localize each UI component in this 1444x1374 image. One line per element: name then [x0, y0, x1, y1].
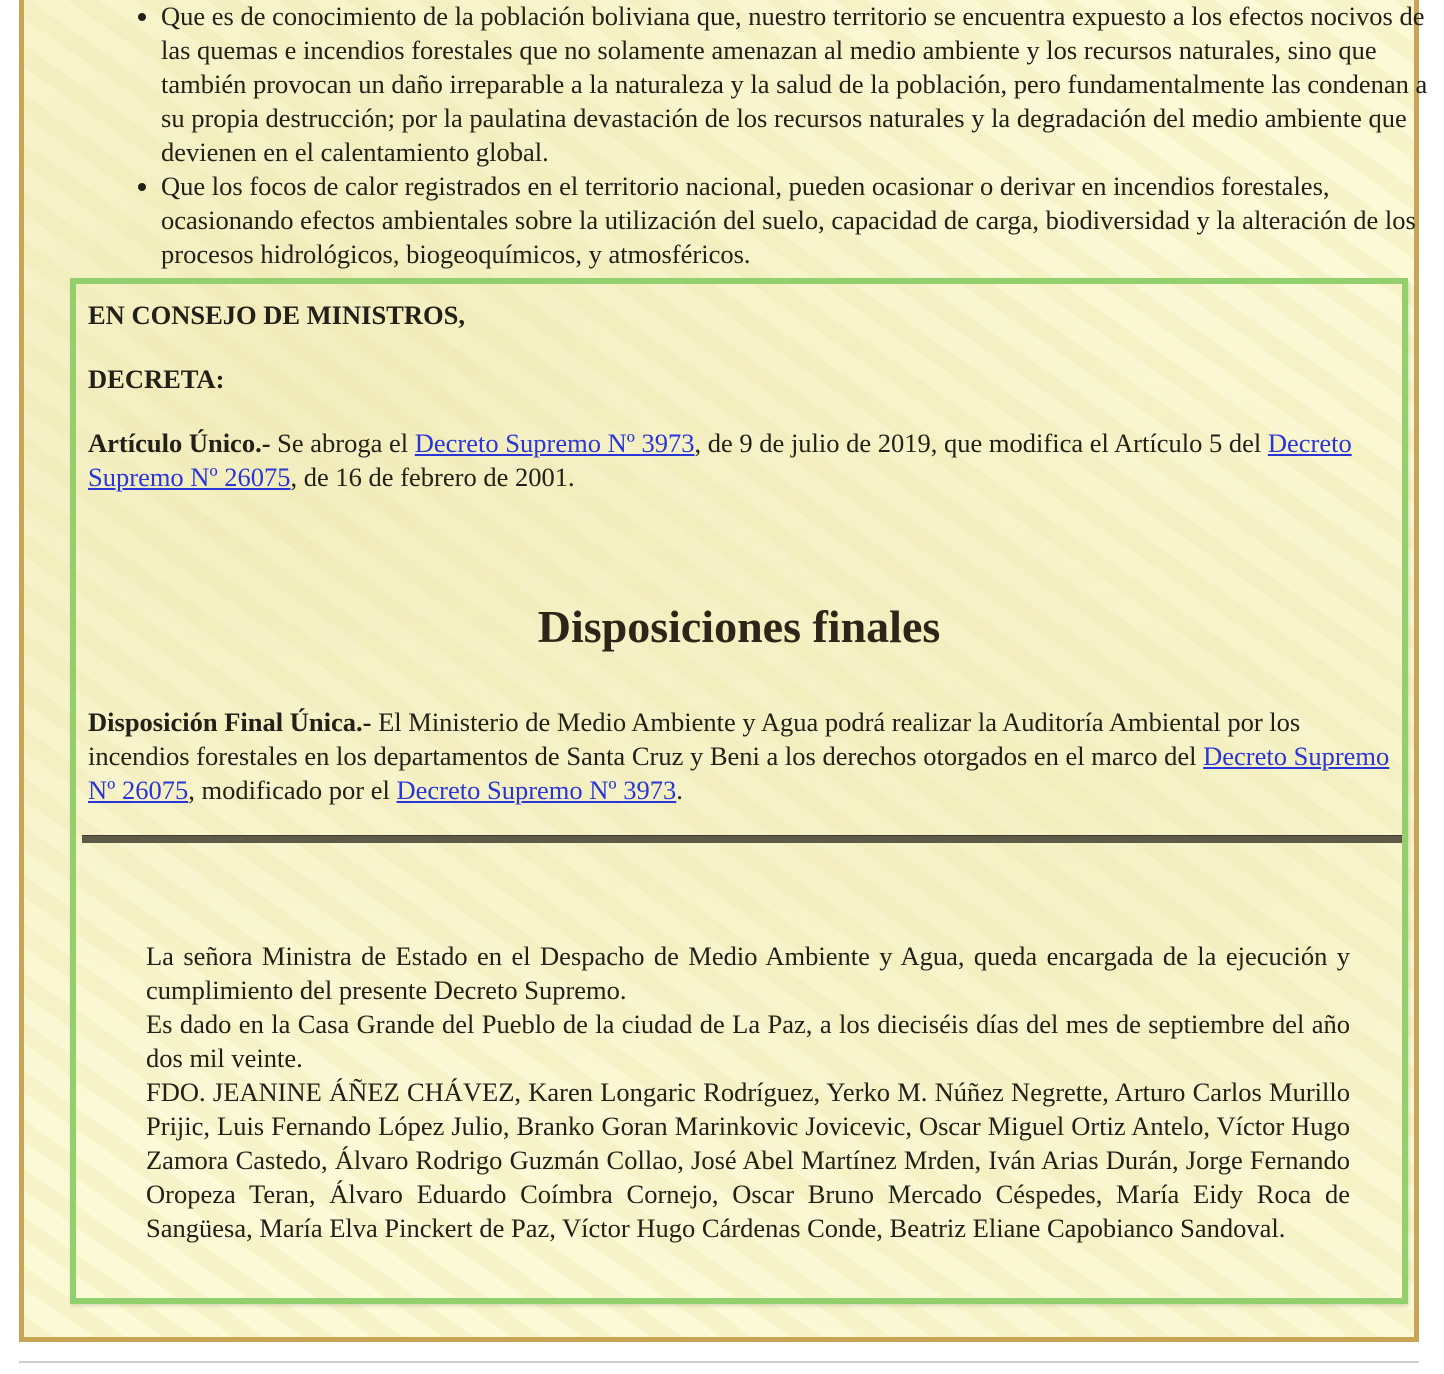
decree-box [70, 278, 1408, 1304]
decreto-3973-link[interactable]: Decreto Supremo Nº 3973 [396, 775, 677, 805]
document-frame [19, 0, 1428, 1342]
encargada-paragraph: La señora Ministra de Estado en el Despacho de Medio Ambiente y Agua, queda encargada de la ejecución y cumplimiento del presente Decreto Supremo. [146, 941, 1350, 1005]
section-divider [82, 835, 1402, 843]
decreto-26075-link[interactable]: Decreto Supremo Nº 26075 [88, 741, 1390, 805]
decreto-26075-link[interactable]: Decreto Supremo Nº 26075 [88, 428, 1352, 492]
decreta-heading: DECRETA: [88, 364, 225, 394]
decreto-3973-link[interactable]: Decreto Supremo Nº 3973 [414, 428, 695, 458]
disposicion-text: . [676, 775, 683, 805]
disposicion-text: , modificado por el [188, 775, 397, 805]
considerandos-list [119, 0, 1444, 271]
disposicion-final [88, 705, 1396, 807]
disposicion-label: Disposición Final Única.- [88, 707, 372, 737]
articulo-text: , de 16 de febrero de 2001. [290, 462, 575, 492]
considerando-item: • Que los focos de calor registrados en el territorio nacional, pueden ocasionar o derivar en incendios forestales, ocasionando efectos ambientales sobre la utilización del suelo, capacidad de carga, biodiversidad y la alteración de los procesos hidrológicos, biogeoquímicos, y atmosféricos. [161, 169, 1444, 271]
disposiciones-heading: Disposiciones finales [537, 601, 941, 652]
articulo-label: Artículo Único.- [88, 428, 271, 458]
consejo-heading: EN CONSEJO DE MINISTROS, [88, 300, 465, 330]
articulo-unico [88, 426, 1396, 494]
articulo-text: , de 9 de julio de 2019, que modifica el Artículo 5 del [694, 428, 1268, 458]
articulo-text: Se abroga el [270, 428, 415, 458]
considerando-item: • Que es de conocimiento de la población boliviana que, nuestro territorio se encuentra expuesto a los efectos nocivos de las quemas e incendios forestales que no solamente amenazan al medio ambiente y los recursos naturales, sino que también provocan un daño irreparable a la naturaleza y la salud de la población, pero fundamentalmente las condenan a su propia destrucción; por la paulatina devastación de los recursos naturales y la degradación del medio ambiente que devienen en el calentamiento global. [161, 0, 1444, 169]
firmas-paragraph: FDO. JEANINE ÁÑEZ CHÁVEZ, Karen Longaric Rodríguez, Yerko M. Núñez Negrette, Arturo Carlos Murillo Prijic, Luis Fernando López Julio, Branko Goran Marinkovic Jovicevic, Oscar Miguel Ortiz Antelo, Víctor Hugo Zamora Castedo, Álvaro Rodrigo Guzmán Collao, José Abel Martínez Mrden, Iván Arias Durán, Jorge Fernando Oropeza Teran, Álvaro Eduardo Coímbra Cornejo, Oscar Bruno Mercado Céspedes, María Eidy Roca de Sangüesa, María Elva Pinckert de Paz, Víctor Hugo Cárdenas Conde, Beatriz Eliane Capobianco Sandoval. [146, 1077, 1350, 1243]
disposicion-text: El Ministerio de Medio Ambiente y Agua podrá realizar la Auditoría Ambiental por los incendios forestales en los departamentos de Santa Cruz y Beni a los derechos otorgados en el marco del [88, 707, 1301, 771]
page-bottom-divider [19, 1361, 1419, 1363]
dado-paragraph: Es dado en la Casa Grande del Pueblo de la ciudad de La Paz, a los dieciséis días del mes de septiembre del año dos mil veinte. [146, 1009, 1350, 1073]
closing-block [146, 939, 1350, 1245]
